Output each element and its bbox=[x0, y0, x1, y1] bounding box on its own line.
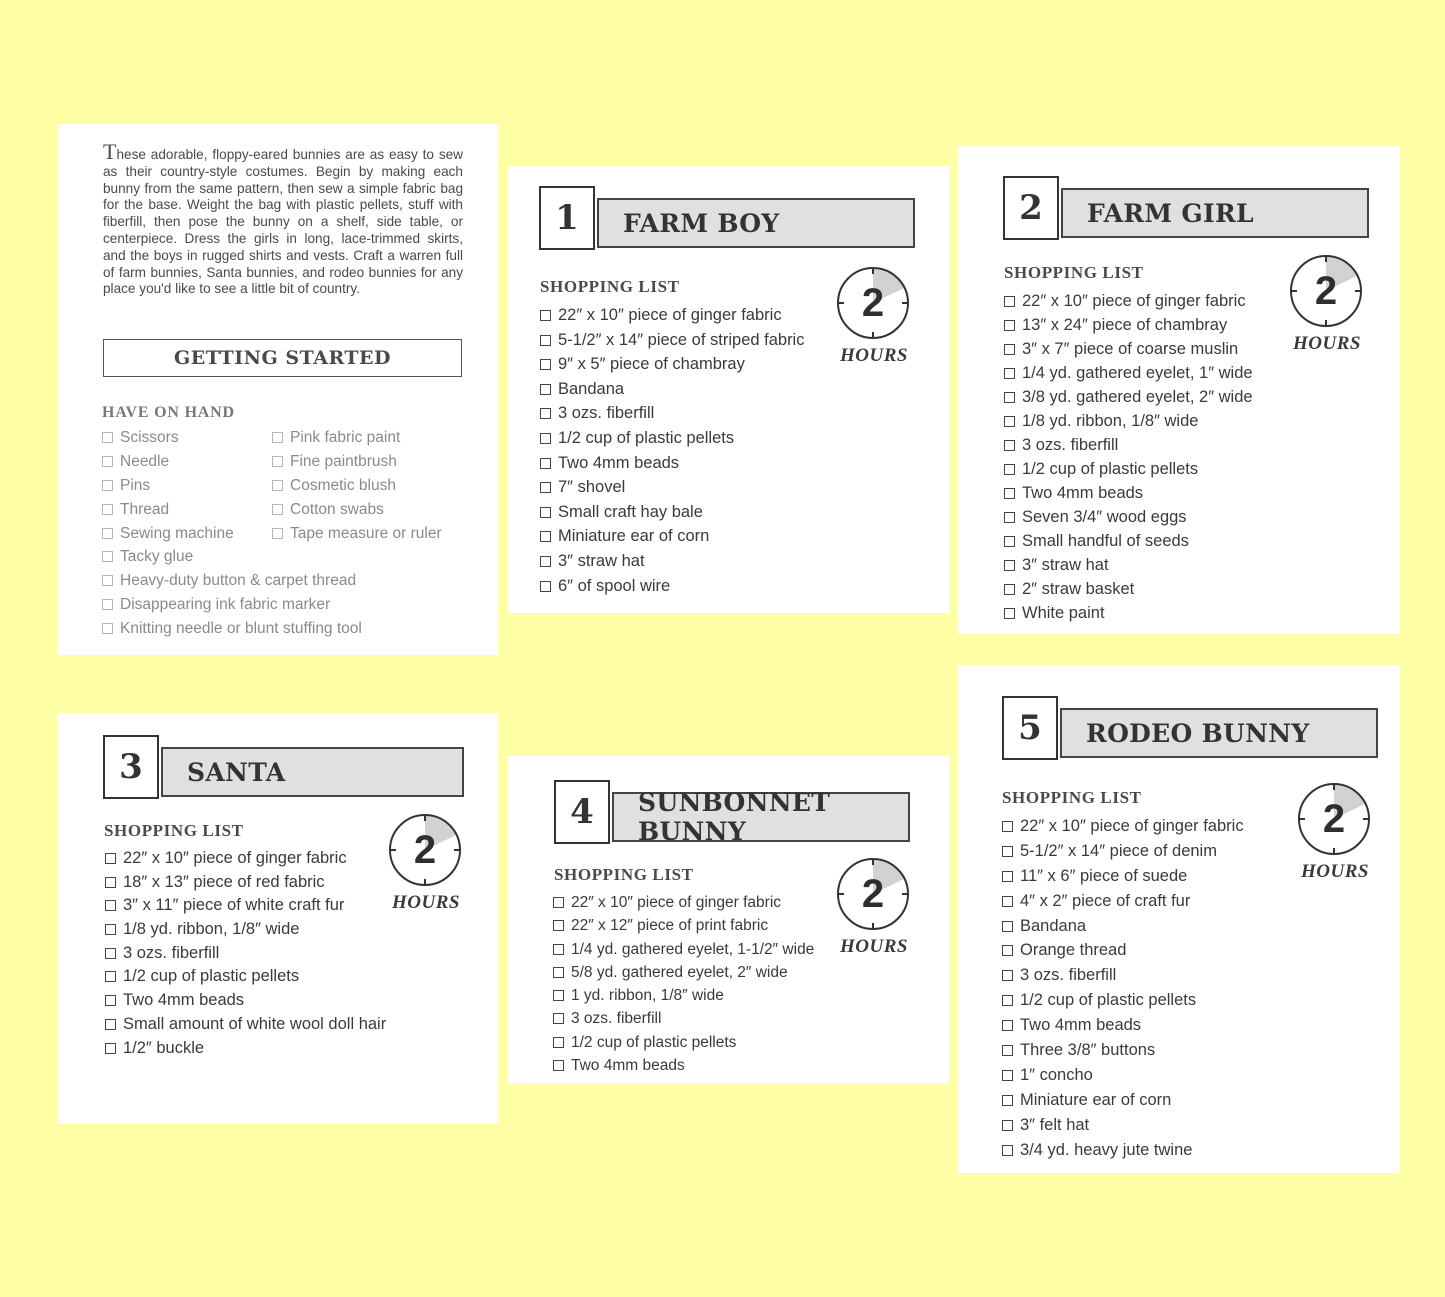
list-item bbox=[1004, 529, 1253, 553]
intro-body: hese adorable, floppy-eared bunnies are as easy to sew as their country-style costumes. Begin by making each bunny from the same pattern, then sew a simple fabric bag for the base. Weight the bag with plastic pellets, stuff with fiberfill, then pose the bunny on a shelf, side table, or centerpiece. Dress the girls in long, lace-trimmed skirts, and the boys in rugged shirts and vests. Craft a warren full of farm bunnies, Santa bunnies, and rodeo bunnies for any place you'd like to see a little bit of country. bbox=[103, 147, 463, 297]
list-item-label: 5-1/2″ x 14″ piece of denim bbox=[1020, 841, 1217, 860]
list-item bbox=[105, 894, 386, 918]
time-badge bbox=[833, 266, 913, 376]
checkbox[interactable] bbox=[102, 551, 113, 562]
list-item-label: 1/8 yd. ribbon, 1/8″ wide bbox=[1022, 412, 1199, 430]
list-item bbox=[540, 377, 804, 402]
list-item-label: 3 ozs. fiberfill bbox=[1020, 966, 1117, 985]
list-item bbox=[553, 938, 814, 961]
checkbox[interactable] bbox=[553, 1013, 564, 1024]
time-badge bbox=[1286, 254, 1366, 364]
santa-card bbox=[57, 713, 498, 1124]
checkbox[interactable] bbox=[102, 504, 113, 515]
list-item-label: 6″ of spool wire bbox=[558, 576, 671, 595]
list-item bbox=[1004, 433, 1253, 457]
list-item bbox=[272, 498, 442, 522]
checkbox[interactable] bbox=[540, 335, 551, 346]
checkbox[interactable] bbox=[272, 528, 283, 539]
project-number: 3 bbox=[103, 735, 159, 799]
hours-label: HOURS bbox=[392, 892, 460, 913]
list-item bbox=[1004, 337, 1253, 361]
list-item-label: 5-1/2″ x 14″ piece of striped fabric bbox=[558, 330, 805, 349]
list-item bbox=[1002, 864, 1244, 889]
farm-boy-card bbox=[507, 166, 949, 613]
list-item bbox=[1002, 1013, 1244, 1038]
list-item-label: Heavy-duty button & carpet thread bbox=[120, 572, 357, 590]
project-number: 5 bbox=[1002, 696, 1058, 760]
list-item bbox=[1004, 505, 1253, 529]
list-item bbox=[105, 918, 386, 942]
list-item bbox=[1004, 553, 1253, 577]
list-item-label: 1/2 cup of plastic pellets bbox=[571, 1033, 737, 1051]
list-item bbox=[1002, 814, 1244, 839]
list-item-label: 3 ozs. fiberfill bbox=[1022, 436, 1119, 454]
list-item-label: 1/8 yd. ribbon, 1/8″ wide bbox=[123, 920, 300, 939]
list-item-label: Sewing machine bbox=[120, 524, 234, 542]
list-item bbox=[1004, 409, 1253, 433]
checkbox[interactable] bbox=[540, 408, 551, 419]
list-item-label: Two 4mm beads bbox=[1020, 1016, 1142, 1035]
checkbox[interactable] bbox=[1004, 440, 1015, 451]
project-number: 1 bbox=[539, 186, 595, 250]
list-item-label: Needle bbox=[120, 452, 170, 470]
list-item-label: 3 ozs. fiberfill bbox=[571, 1010, 662, 1028]
time-badge bbox=[833, 857, 913, 967]
list-item bbox=[1002, 1138, 1244, 1163]
checkbox[interactable] bbox=[553, 897, 564, 908]
list-item bbox=[540, 303, 804, 328]
checkbox[interactable] bbox=[540, 531, 551, 542]
checkbox[interactable] bbox=[105, 924, 116, 935]
hours-label: HOURS bbox=[840, 345, 908, 366]
list-item-label: Small craft hay bale bbox=[558, 502, 703, 521]
checkbox[interactable] bbox=[1002, 995, 1013, 1006]
list-item bbox=[1004, 385, 1253, 409]
list-item bbox=[105, 1037, 386, 1061]
project-header bbox=[539, 186, 915, 250]
checkbox[interactable] bbox=[1004, 584, 1015, 595]
shopping-list bbox=[1004, 289, 1253, 625]
list-item-label: White paint bbox=[1022, 604, 1105, 622]
list-item-label: 1/2 cup of plastic pellets bbox=[1022, 460, 1199, 478]
list-item-label: Miniature ear of corn bbox=[1020, 1090, 1172, 1109]
shopping-list-heading: SHOPPING LIST bbox=[554, 865, 694, 884]
project-number: 2 bbox=[1003, 176, 1059, 240]
intro-paragraph bbox=[103, 139, 463, 298]
list-item-label: Three 3/8″ buttons bbox=[1020, 1041, 1156, 1060]
list-item-label: 13″ x 24″ piece of chambray bbox=[1022, 316, 1228, 334]
time-badge bbox=[1294, 782, 1374, 892]
checkbox[interactable] bbox=[105, 853, 116, 864]
list-item-label: Miniature ear of corn bbox=[558, 527, 710, 546]
list-item bbox=[540, 574, 804, 599]
checkbox[interactable] bbox=[1002, 921, 1013, 932]
list-item bbox=[1002, 1113, 1244, 1138]
list-item-label: 5/8 yd. gathered eyelet, 2″ wide bbox=[571, 963, 788, 981]
checkbox[interactable] bbox=[1002, 821, 1013, 832]
list-item-label: 3″ x 7″ piece of coarse muslin bbox=[1022, 340, 1239, 358]
list-item bbox=[272, 450, 442, 474]
list-item bbox=[102, 545, 362, 569]
list-item bbox=[1002, 889, 1244, 914]
checkbox[interactable] bbox=[540, 507, 551, 518]
checkbox[interactable] bbox=[105, 877, 116, 888]
list-item-label: 7″ shovel bbox=[558, 478, 626, 497]
list-item bbox=[1002, 938, 1244, 963]
list-item-label: Two 4mm beads bbox=[123, 991, 245, 1010]
checkbox[interactable] bbox=[1002, 1045, 1013, 1056]
list-item-label: 3/8 yd. gathered eyelet, 2″ wide bbox=[1022, 388, 1253, 406]
project-number: 4 bbox=[554, 780, 610, 844]
checkbox[interactable] bbox=[105, 1043, 116, 1054]
list-item bbox=[540, 524, 804, 549]
list-item bbox=[105, 1013, 386, 1037]
checkbox[interactable] bbox=[540, 482, 551, 493]
checkbox[interactable] bbox=[102, 575, 113, 586]
checkbox[interactable] bbox=[272, 504, 283, 515]
list-item-label: Thread bbox=[120, 500, 170, 518]
list-item bbox=[540, 500, 804, 525]
project-title: RODEO BUNNY bbox=[1060, 708, 1378, 758]
list-item-label: Two 4mm beads bbox=[571, 1057, 685, 1075]
checkbox[interactable] bbox=[1002, 1020, 1013, 1031]
hours-value: 2 bbox=[861, 280, 885, 325]
checkbox[interactable] bbox=[1004, 560, 1015, 571]
list-item-label: 22″ x 10″ piece of ginger fabric bbox=[571, 894, 782, 911]
list-item bbox=[1002, 988, 1244, 1013]
checkbox[interactable] bbox=[102, 623, 113, 634]
shopping-list-heading: SHOPPING LIST bbox=[1002, 788, 1142, 807]
list-item-label: 1/2 cup of plastic pellets bbox=[1020, 991, 1197, 1010]
checkbox[interactable] bbox=[105, 995, 116, 1006]
checkbox[interactable] bbox=[553, 944, 564, 955]
list-item-label: Cotton swabs bbox=[290, 500, 384, 518]
list-item bbox=[1002, 963, 1244, 988]
checkbox[interactable] bbox=[102, 528, 113, 539]
list-item bbox=[1004, 601, 1253, 625]
list-item bbox=[105, 847, 386, 871]
list-item bbox=[105, 965, 386, 989]
project-header bbox=[1002, 696, 1378, 760]
checkbox[interactable] bbox=[553, 990, 564, 1001]
checkbox[interactable] bbox=[272, 480, 283, 491]
list-item-label: 3″ straw hat bbox=[1022, 556, 1109, 574]
list-item bbox=[102, 569, 362, 593]
hours-value: 2 bbox=[413, 827, 437, 872]
checkbox[interactable] bbox=[553, 920, 564, 931]
list-item bbox=[540, 426, 804, 451]
shopping-list bbox=[1002, 814, 1244, 1162]
list-item-label: 3″ straw hat bbox=[558, 551, 645, 570]
shopping-list-heading: SHOPPING LIST bbox=[104, 821, 244, 840]
list-item-label: 22″ x 12″ piece of print fabric bbox=[571, 917, 769, 935]
checkbox[interactable] bbox=[540, 581, 551, 592]
checkbox[interactable] bbox=[1004, 320, 1015, 331]
list-item-label: Pins bbox=[120, 476, 151, 494]
list-item bbox=[272, 426, 442, 450]
shopping-list bbox=[540, 303, 804, 598]
shopping-list-heading: SHOPPING LIST bbox=[1004, 263, 1144, 282]
list-item-label: 22″ x 10″ piece of ginger fabric bbox=[1020, 817, 1244, 835]
shopping-list bbox=[553, 891, 814, 1077]
list-item bbox=[105, 942, 386, 966]
list-item bbox=[1004, 481, 1253, 505]
shopping-list bbox=[105, 847, 386, 1060]
list-item bbox=[105, 989, 386, 1013]
list-item bbox=[553, 984, 814, 1007]
list-item bbox=[1002, 839, 1244, 864]
hours-label: HOURS bbox=[840, 936, 908, 957]
project-title: FARM GIRL bbox=[1061, 188, 1369, 238]
list-item-label: 3″ x 11″ piece of white craft fur bbox=[123, 896, 345, 915]
checkbox[interactable] bbox=[540, 433, 551, 444]
checkbox[interactable] bbox=[272, 456, 283, 467]
checkbox[interactable] bbox=[102, 480, 113, 491]
checkbox[interactable] bbox=[102, 456, 113, 467]
list-item-label: 1/2″ buckle bbox=[123, 1038, 205, 1057]
sunbonnet-bunny-card bbox=[507, 756, 949, 1083]
checkbox[interactable] bbox=[553, 967, 564, 978]
farm-girl-card bbox=[958, 146, 1400, 634]
checkbox[interactable] bbox=[553, 1060, 564, 1071]
hours-value: 2 bbox=[1314, 268, 1338, 313]
checkbox[interactable] bbox=[272, 432, 283, 443]
list-item-label: 3/4 yd. heavy jute twine bbox=[1020, 1140, 1193, 1159]
list-item-label: Scissors bbox=[120, 429, 179, 446]
have-on-hand-list-right bbox=[272, 426, 442, 545]
checkbox[interactable] bbox=[1002, 1070, 1013, 1081]
checkbox[interactable] bbox=[1004, 512, 1015, 523]
list-item bbox=[553, 1054, 814, 1077]
checkbox[interactable] bbox=[540, 458, 551, 469]
checkbox[interactable] bbox=[1004, 344, 1015, 355]
list-item-label: Pink fabric paint bbox=[290, 429, 401, 446]
list-item-label: Small amount of white wool doll hair bbox=[123, 1014, 387, 1033]
list-item bbox=[553, 961, 814, 984]
shopping-list-heading: SHOPPING LIST bbox=[540, 277, 680, 296]
checkbox[interactable] bbox=[1004, 296, 1015, 307]
checkbox[interactable] bbox=[102, 432, 113, 443]
project-title: SANTA bbox=[161, 747, 464, 797]
list-item-label: Bandana bbox=[558, 379, 625, 398]
list-item bbox=[540, 475, 804, 500]
list-item bbox=[1004, 577, 1253, 601]
checkbox[interactable] bbox=[1002, 945, 1013, 956]
list-item-label: 3 ozs. fiberfill bbox=[558, 404, 655, 423]
list-item bbox=[1002, 1088, 1244, 1113]
getting-started-heading: GETTING STARTED bbox=[103, 339, 462, 377]
list-item bbox=[1002, 1038, 1244, 1063]
list-item-label: Small handful of seeds bbox=[1022, 532, 1189, 550]
list-item-label: Seven 3/4″ wood eggs bbox=[1022, 508, 1187, 526]
hours-label: HOURS bbox=[1301, 861, 1369, 882]
list-item bbox=[105, 871, 386, 895]
list-item-label: 3″ felt hat bbox=[1020, 1115, 1090, 1134]
list-item-label: Disappearing ink fabric marker bbox=[120, 596, 331, 614]
list-item-label: 11″ x 6″ piece of suede bbox=[1020, 866, 1188, 885]
project-header bbox=[1003, 176, 1369, 240]
checkbox[interactable] bbox=[1004, 464, 1015, 475]
rodeo-bunny-card bbox=[958, 665, 1400, 1173]
list-item-label: Two 4mm beads bbox=[558, 453, 680, 472]
list-item-label: 9″ x 5″ piece of chambray bbox=[558, 355, 745, 374]
list-item bbox=[553, 1007, 814, 1030]
list-item bbox=[1004, 313, 1253, 337]
checkbox[interactable] bbox=[1004, 488, 1015, 499]
list-item-label: 1/2 cup of plastic pellets bbox=[123, 967, 300, 986]
checkbox[interactable] bbox=[105, 948, 116, 959]
list-item bbox=[540, 401, 804, 426]
project-title: FARM BOY bbox=[597, 198, 915, 248]
list-item bbox=[553, 914, 814, 937]
list-item-label: 1/4 yd. gathered eyelet, 1″ wide bbox=[1022, 364, 1253, 382]
checkbox[interactable] bbox=[1002, 846, 1013, 857]
project-header bbox=[103, 735, 464, 799]
checkbox[interactable] bbox=[1002, 970, 1013, 981]
list-item-label: 22″ x 10″ piece of ginger fabric bbox=[123, 849, 347, 867]
checkbox[interactable] bbox=[1004, 368, 1015, 379]
list-item-label: 1″ concho bbox=[1020, 1065, 1093, 1084]
list-item bbox=[1004, 289, 1253, 313]
list-item bbox=[540, 352, 804, 377]
checkbox[interactable] bbox=[1002, 1120, 1013, 1131]
list-item bbox=[102, 617, 362, 641]
list-item-label: Fine paintbrush bbox=[290, 452, 397, 470]
time-badge bbox=[385, 813, 465, 923]
list-item-label: 1/2 cup of plastic pellets bbox=[558, 428, 735, 447]
list-item bbox=[540, 549, 804, 574]
checkbox[interactable] bbox=[1002, 896, 1013, 907]
list-item-label: 1 yd. ribbon, 1/8″ wide bbox=[571, 987, 724, 1005]
list-item-label: Bandana bbox=[1020, 916, 1087, 935]
checkbox[interactable] bbox=[105, 971, 116, 982]
checkbox[interactable] bbox=[553, 1037, 564, 1048]
checkbox[interactable] bbox=[102, 599, 113, 610]
project-header bbox=[554, 780, 910, 844]
checkbox[interactable] bbox=[1004, 536, 1015, 547]
checkbox[interactable] bbox=[105, 900, 116, 911]
list-item-label: 18″ x 13″ piece of red fabric bbox=[123, 872, 325, 891]
list-item bbox=[1002, 914, 1244, 939]
checkbox[interactable] bbox=[540, 384, 551, 395]
list-item-label: 1/4 yd. gathered eyelet, 1-1/2″ wide bbox=[571, 940, 815, 958]
project-title: SUNBONNET BUNNY bbox=[612, 792, 910, 842]
list-item bbox=[272, 522, 442, 546]
list-item-label: 22″ x 10″ piece of ginger fabric bbox=[558, 306, 782, 324]
list-item-label: 2″ straw basket bbox=[1022, 580, 1135, 598]
list-item bbox=[540, 328, 804, 353]
have-on-hand-heading: HAVE ON HAND bbox=[102, 404, 235, 421]
checkbox[interactable] bbox=[540, 556, 551, 567]
checkbox[interactable] bbox=[1004, 608, 1015, 619]
checkbox[interactable] bbox=[540, 310, 551, 321]
list-item-label: Knitting needle or blunt stuffing tool bbox=[120, 620, 362, 638]
checkbox[interactable] bbox=[1002, 1095, 1013, 1106]
list-item bbox=[540, 451, 804, 476]
list-item bbox=[1004, 457, 1253, 481]
hours-label: HOURS bbox=[1293, 333, 1361, 354]
list-item bbox=[102, 593, 362, 617]
checkbox[interactable] bbox=[1002, 871, 1013, 882]
list-item bbox=[272, 474, 442, 498]
checkbox[interactable] bbox=[540, 359, 551, 370]
list-item bbox=[553, 891, 814, 914]
list-item bbox=[553, 1031, 814, 1054]
list-item-label: Cosmetic blush bbox=[290, 476, 396, 494]
list-item-label: Two 4mm beads bbox=[1022, 484, 1144, 502]
checkbox[interactable] bbox=[105, 1019, 116, 1030]
list-item-label: 4″ x 2″ piece of craft fur bbox=[1020, 891, 1191, 910]
checkbox[interactable] bbox=[1004, 392, 1015, 403]
hours-value: 2 bbox=[1322, 796, 1346, 841]
checkbox[interactable] bbox=[1004, 416, 1015, 427]
checkbox[interactable] bbox=[1002, 1145, 1013, 1156]
list-item-label: 22″ x 10″ piece of ginger fabric bbox=[1022, 292, 1246, 310]
list-item-label: Tacky glue bbox=[120, 548, 194, 566]
list-item bbox=[1004, 361, 1253, 385]
intro-card bbox=[57, 124, 498, 655]
list-item-label: Tape measure or ruler bbox=[290, 524, 442, 542]
intro-dropcap: T bbox=[103, 139, 117, 164]
list-item-label: 3 ozs. fiberfill bbox=[123, 943, 220, 962]
list-item bbox=[1002, 1063, 1244, 1088]
hours-value: 2 bbox=[861, 871, 885, 916]
list-item-label: Orange thread bbox=[1020, 941, 1127, 960]
